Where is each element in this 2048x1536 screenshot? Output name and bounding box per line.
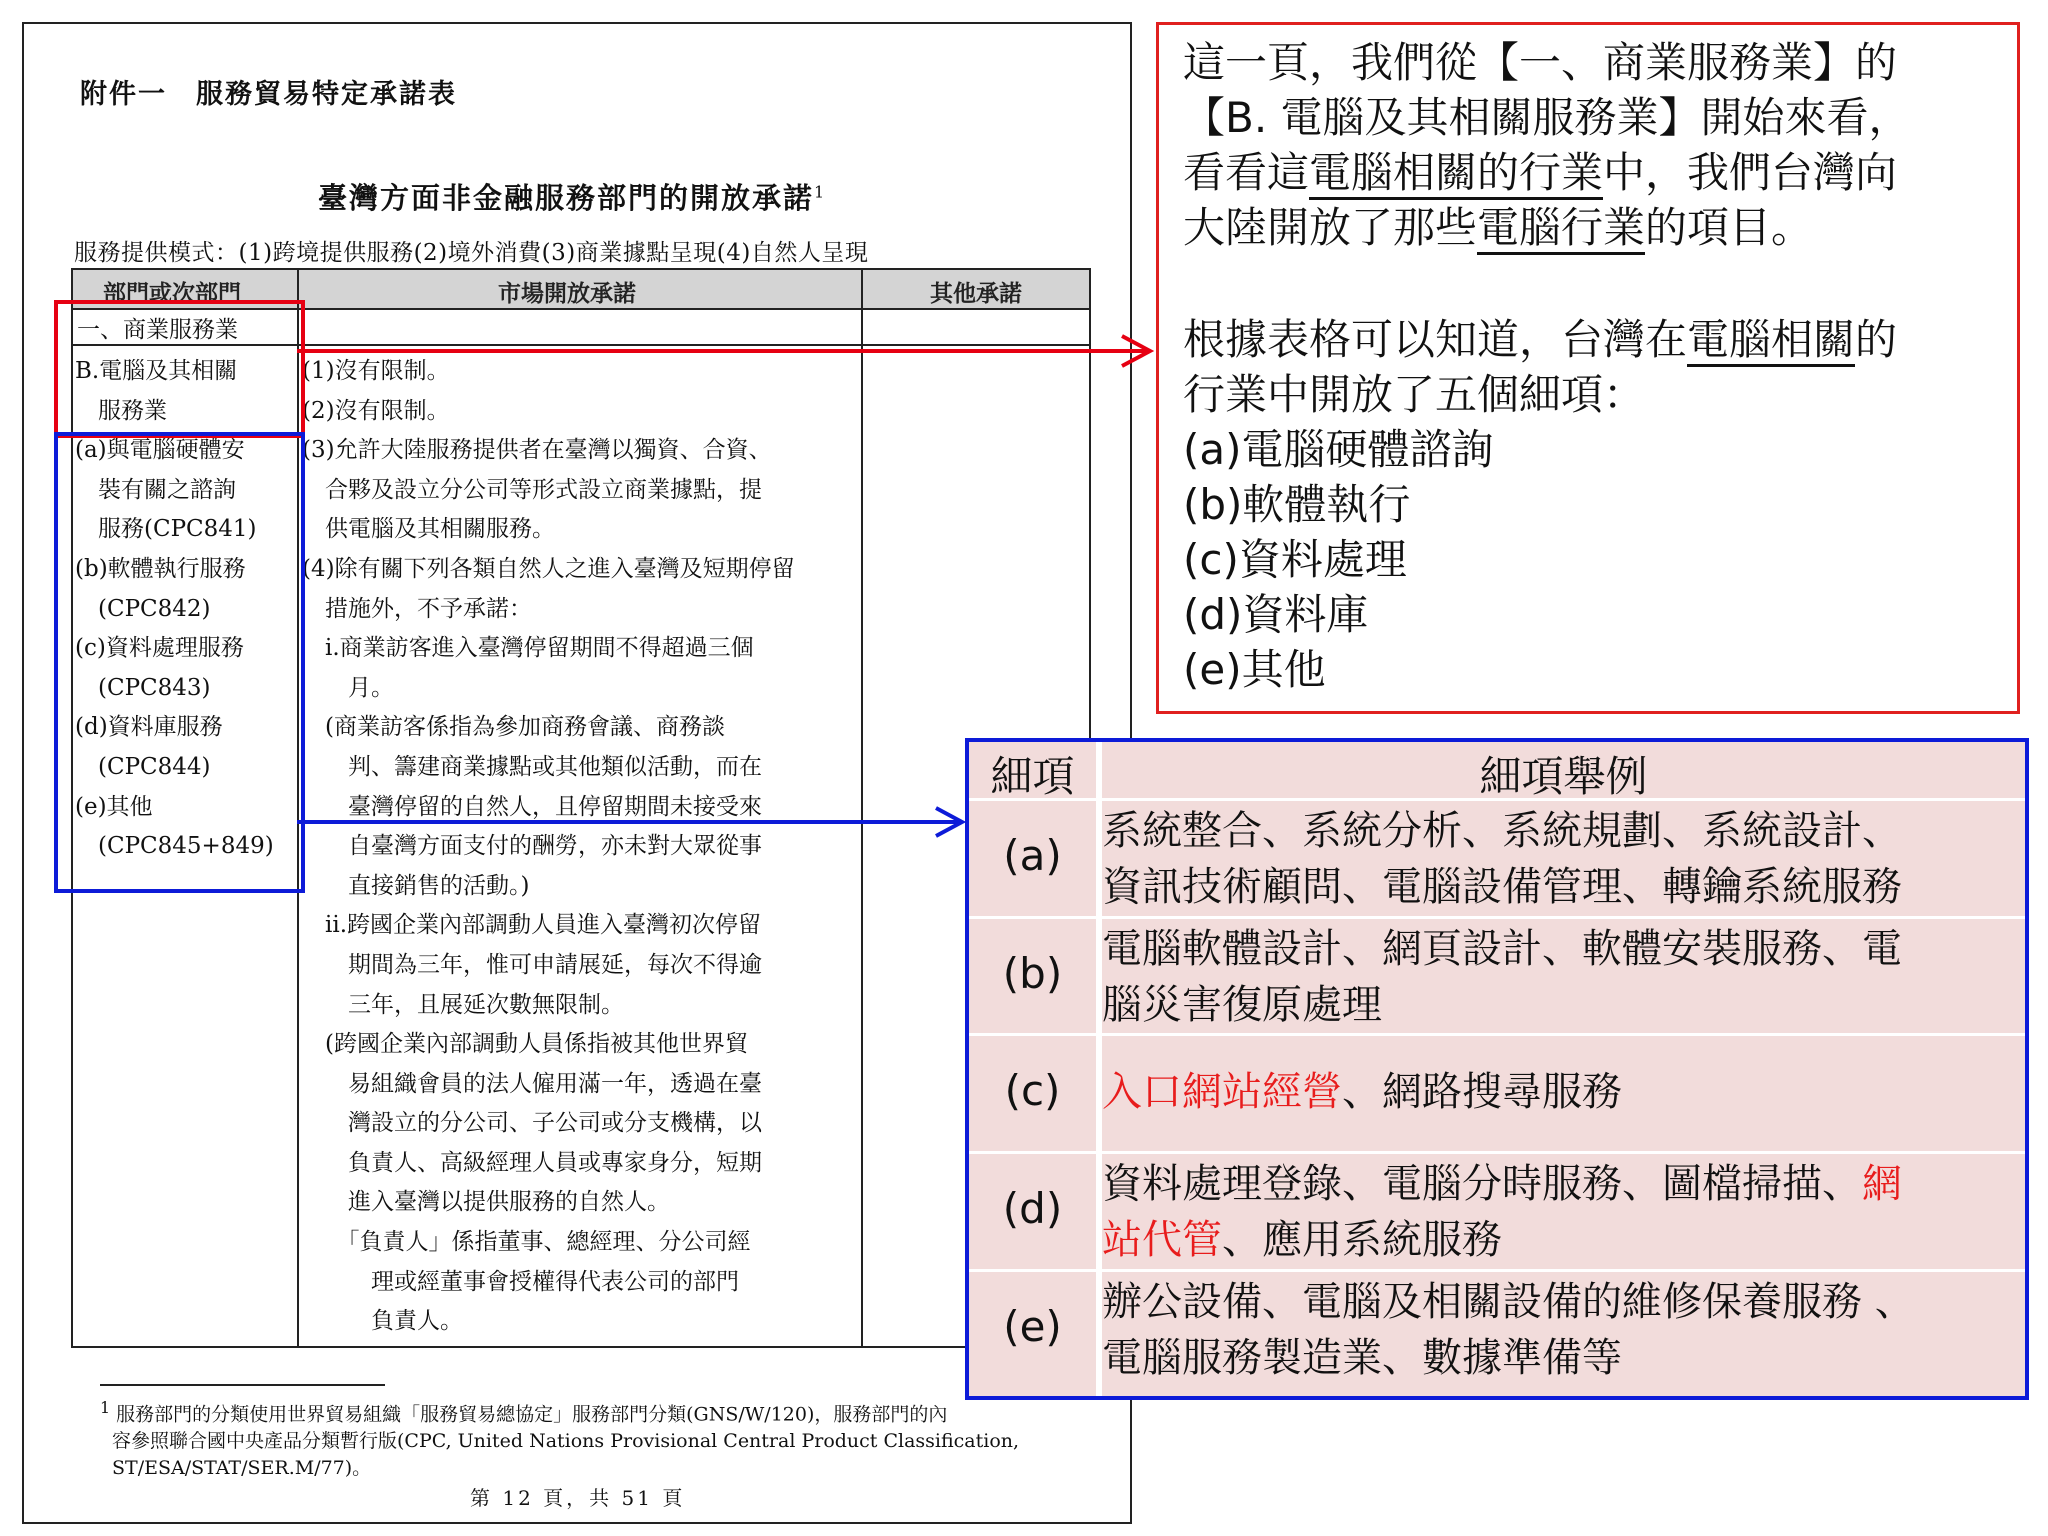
commitment-line: (4)除有關下列各類自然人之進入臺灣及短期停留 <box>302 555 795 582</box>
row-label: (e) <box>1003 1302 1062 1351</box>
header-item: 細項 <box>990 752 1075 801</box>
example-line: 系統整合、系統分析、系統規劃、系統設計、 <box>1102 808 1902 854</box>
commitment-line: 判、籌建商業據點或其他類似活動，而在 <box>302 753 762 780</box>
row-examples <box>1102 921 1902 1033</box>
text-span: 看看這 <box>1183 148 1310 197</box>
annex-title: 附件一 服務貿易特定承諾表 <box>80 79 457 110</box>
document-title-text: 臺灣方面非金融服務部門的開放承諾 <box>318 181 815 215</box>
commitment-line: (1)沒有限制。 <box>302 358 450 384</box>
example-line <box>1102 1156 1902 1212</box>
text-span: 大陸開放了那些 <box>1183 203 1478 252</box>
commitment-line: 自臺灣方面支付的酬勞，亦未對大眾從事 <box>302 833 762 860</box>
row-examples <box>1102 1274 1915 1386</box>
explanation-line <box>1183 200 1911 255</box>
example-line: 資訊技術顧問、電腦設備管理、轉鑰系統服務 <box>1102 864 1902 910</box>
subitem: (a)電腦硬體諮詢 <box>1183 425 1494 474</box>
header-examples: 細項舉例 <box>1479 752 1648 801</box>
commitment-line: ii.跨國企業內部調動人員進入臺灣初次停留 <box>302 912 762 939</box>
sector-line: (d)資料庫服務 <box>75 714 223 741</box>
sector-heading: 一、商業服務業 <box>77 317 238 343</box>
highlighted-example: 入口網站經營 <box>1102 1069 1342 1115</box>
footnote-line: ST/ESA/STAT/SER.M/77)。 <box>112 1457 372 1480</box>
example-line: 電腦服務製造業、數據準備等 <box>1102 1335 1622 1381</box>
footnote-line-text: 服務部門的分類使用世界貿易組織「服務貿易總協定」服務部門分類(GNS/W/120)，服務部門的內 <box>116 1403 948 1426</box>
sector-line: (CPC842) <box>75 595 211 622</box>
row-label: (a) <box>1003 831 1062 880</box>
blue-arrow <box>297 808 962 836</box>
commitment-line: 合夥及設立分公司等形式設立商業據點，提 <box>302 476 762 503</box>
example-line <box>1102 1212 1902 1268</box>
title-footnote-mark: 1 <box>814 182 827 202</box>
sector-line: 服務(CPC841) <box>75 516 257 543</box>
example-text: 、應用系統服務 <box>1222 1217 1502 1263</box>
commitment-line: (商業訪客係指為參加商務會議、商務談 <box>302 714 725 741</box>
commitment-line: 負責人、高級經理人員或專家身分，短期 <box>302 1149 762 1176</box>
footnote-mark: 1 <box>100 1398 111 1417</box>
commitment-line: 月。 <box>302 674 394 701</box>
subitem-list <box>1183 422 1897 697</box>
commitment-line: (3)允許大陸服務提供者在臺灣以獨資、合資、 <box>302 437 772 464</box>
examples-table <box>965 738 2029 1400</box>
commitment-line: 理或經董事會授權得代表公司的部門 <box>302 1268 739 1295</box>
explanation-paragraph-2 <box>1183 312 1897 697</box>
text-span: 的 <box>1855 315 1898 364</box>
commitment-line: 臺灣停留的自然人，且停留期間未接受來 <box>302 793 762 820</box>
explanation-line: 這一頁，我們從【一、商業服務業】的 <box>1183 38 1898 87</box>
commitment-line: (跨國企業內部調動人員係指被其他世界貿 <box>302 1031 748 1058</box>
sector-line: (e)其他 <box>75 793 153 820</box>
table-row <box>969 1036 2025 1151</box>
table-row <box>969 1272 2025 1396</box>
header-sector: 部門或次部門 <box>103 280 241 307</box>
underlined-text: 電腦相關 <box>1687 315 1855 367</box>
subitem: (e)其他 <box>1183 645 1326 694</box>
example-line: 腦災害復原處理 <box>1102 982 1382 1028</box>
explanation-line <box>1183 312 1897 367</box>
row-label: (d) <box>1002 1184 1063 1233</box>
commitment-line: i.商業訪客進入臺灣停留期間不得超過三個 <box>302 635 754 662</box>
subitem: (c)資料處理 <box>1183 535 1407 584</box>
table-row <box>969 1154 2025 1269</box>
red-arrow <box>297 336 1150 366</box>
text-span: 的項目。 <box>1645 203 1814 252</box>
example-text: 資料處理登錄、電腦分時服務、圖檔掃描、 <box>1102 1161 1862 1207</box>
commitment-line: 灣設立的分公司、子公司或分支機構，以 <box>302 1110 762 1137</box>
commitment-line: 三年，且展延次數無限制。 <box>302 991 624 1018</box>
service-modes-line: 服務提供模式：(1)跨境提供服務(2)境外消費(3)商業據點呈現(4)自然人呈現 <box>74 240 869 266</box>
explanation-paragraph-1 <box>1183 35 1911 255</box>
highlighted-example: 站代管 <box>1102 1217 1222 1263</box>
explanation-line <box>1183 145 1911 200</box>
highlighted-example: 網 <box>1862 1161 1902 1207</box>
commitment-line: (2)沒有限制。 <box>302 397 450 424</box>
sector-line: (CPC845+849) <box>75 833 274 860</box>
commitment-line: 進入臺灣以提供服務的自然人。 <box>302 1189 670 1216</box>
commitment-line: 易組織會員的法人僱用滿一年，透過在臺 <box>302 1070 762 1097</box>
sector-line: (a)與電腦硬體安 <box>75 437 245 464</box>
sector-line: (CPC843) <box>75 674 211 701</box>
explanation-line: 行業中開放了五個細項： <box>1183 370 1646 419</box>
sector-line: (CPC844) <box>75 753 211 780</box>
commitment-line: 「負責人」係指董事、總經理、分公司經 <box>302 1229 751 1256</box>
footnote-line: 容參照聯合國中央產品分類暫行版(CPC, United Nations Provisional Central Product Classification, <box>112 1430 1020 1453</box>
commitment-line: 期間為三年，惟可申請展延，每次不得逾 <box>302 951 762 978</box>
header-other-commitments: 其他承諾 <box>930 280 1022 307</box>
row-examples <box>1102 803 1902 915</box>
underlined-text: 電腦行業 <box>1477 203 1645 255</box>
commitment-line: 負責人。 <box>302 1308 463 1335</box>
page-number: 第 12 頁，共 51 頁 <box>470 1486 686 1510</box>
row-label: (c) <box>1004 1066 1061 1115</box>
underlined-text: 電腦相關的行業 <box>1309 148 1603 200</box>
text-span: 根據表格可以知道，台灣在 <box>1183 315 1688 364</box>
sector-line: 服務業 <box>75 397 167 424</box>
commitment-line: 措施外，不予承諾： <box>302 595 532 622</box>
subitem: (d)資料庫 <box>1183 590 1369 639</box>
examples-header-row <box>969 742 2025 801</box>
subitem: (b)軟體執行 <box>1183 480 1411 529</box>
table-row <box>969 801 2025 916</box>
sector-line: (b)軟體執行服務 <box>75 555 246 582</box>
explanation-line: 【B. 電腦及其相關服務業】開始來看， <box>1183 93 1911 142</box>
sector-line: B.電腦及其相關 <box>75 358 238 384</box>
row-examples <box>1102 1064 1622 1120</box>
example-line: 電腦軟體設計、網頁設計、軟體安裝服務、電 <box>1102 926 1902 972</box>
commitment-line: 供電腦及其相關服務。 <box>302 516 555 543</box>
row-examples <box>1102 1156 1902 1268</box>
header-market-access: 市場開放承諾 <box>498 280 636 307</box>
explanation-box <box>1156 22 2020 714</box>
text-span: 中，我們台灣向 <box>1603 148 1898 197</box>
sector-line: 裝有關之諮詢 <box>75 476 236 503</box>
table-row <box>969 919 2025 1033</box>
commitment-line: 直接銷售的活動。) <box>302 872 530 899</box>
row-label: (b) <box>1002 949 1063 998</box>
example-line: 辦公設備、電腦及相關設備的維修保養服務 、 <box>1102 1279 1915 1325</box>
sector-line: (c)資料處理服務 <box>75 635 244 662</box>
example-text: 、網路搜尋服務 <box>1342 1069 1622 1115</box>
